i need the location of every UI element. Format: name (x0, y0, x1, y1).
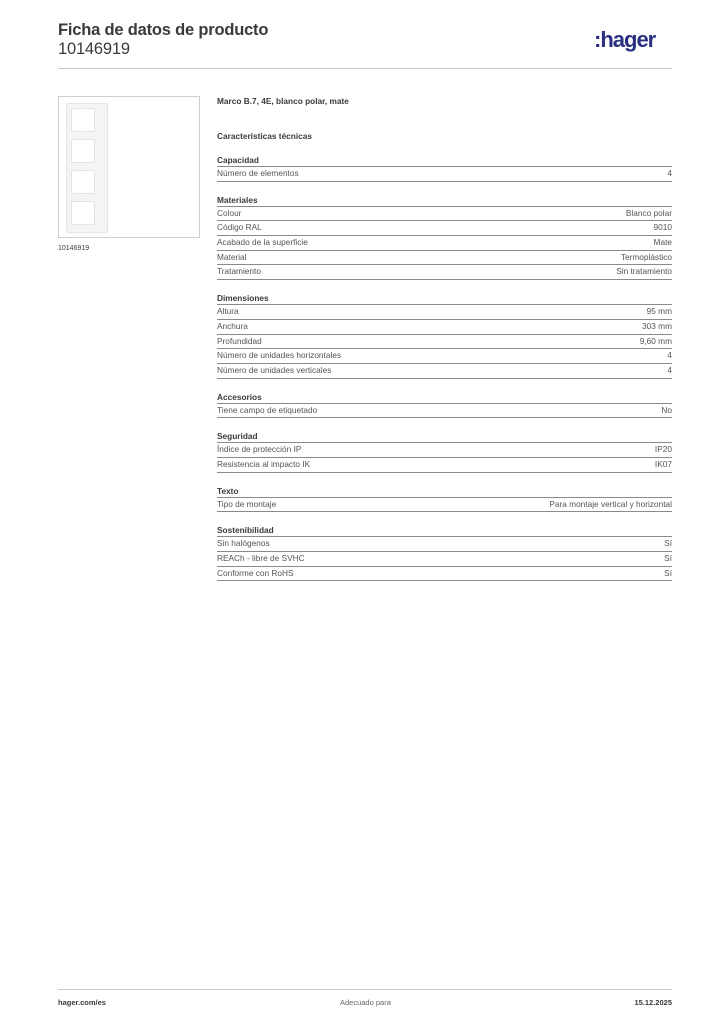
spec-label: Número de unidades horizontales (217, 350, 342, 361)
spec-value: Blanco polar (625, 207, 672, 218)
footer-divider (58, 989, 672, 990)
spec-sections (217, 154, 672, 581)
spec-section (217, 292, 672, 378)
spec-content (217, 95, 672, 581)
spec-value: Sin tratamiento (616, 266, 672, 277)
spec-value: No (661, 404, 672, 415)
spec-value: 4 (667, 168, 672, 178)
spec-value: IK07 (654, 458, 672, 469)
spec-value: 4 (667, 350, 672, 361)
header-divider (58, 68, 672, 69)
spec-value: 95 mm (646, 306, 672, 317)
spec-value: 4 (667, 364, 672, 375)
spec-row (217, 404, 672, 419)
spec-row (217, 251, 672, 266)
spec-row (217, 335, 672, 350)
spec-row (217, 265, 672, 280)
spec-value: Sí (664, 538, 672, 549)
spec-value: 9010 (653, 222, 672, 233)
section-title: Texto (217, 485, 672, 498)
spec-row (217, 236, 672, 251)
spec-label: Resistencia al impacto IK (217, 458, 311, 469)
spec-label: Índice de protección IP (217, 444, 302, 455)
spec-section (217, 391, 672, 419)
product-code: 10146919 (58, 40, 130, 58)
tech-heading: Características técnicas (217, 131, 313, 141)
spec-row (217, 349, 672, 364)
page-title: Ficha de datos de producto (58, 21, 269, 39)
spec-label: REACh - libre de SVHC (217, 553, 305, 563)
spec-section (217, 485, 672, 513)
spec-section (217, 194, 672, 280)
spec-label: Profundidad (217, 335, 262, 346)
section-title: Sostenibilidad (217, 524, 672, 537)
spec-value: Termoplástico (620, 251, 672, 262)
spec-row (217, 320, 672, 335)
spec-label: Tratamiento (217, 266, 261, 277)
spec-label: Conforme con RoHS (217, 567, 294, 578)
spec-label: Número de elementos (217, 168, 299, 178)
section-title: Materiales (217, 194, 672, 207)
spec-value: 9,60 mm (639, 335, 672, 346)
spec-label: Altura (217, 306, 239, 317)
section-title: Seguridad (217, 430, 672, 443)
spec-label: Anchura (217, 320, 248, 331)
section-title: Accesorios (217, 391, 672, 404)
spec-value: Mate (653, 237, 672, 248)
spec-section (217, 430, 672, 472)
footer-date: 15.12.2025 (634, 998, 672, 1007)
spec-value: IP20 (654, 444, 672, 455)
spec-label: Número de unidades verticales (217, 364, 332, 375)
product-image (58, 96, 200, 238)
frame-slot (71, 108, 95, 132)
spec-label: Material (217, 251, 247, 262)
spec-value: Sí (664, 567, 672, 578)
frame-slot (71, 170, 95, 194)
section-title: Capacidad (217, 154, 672, 167)
spec-row (217, 498, 672, 513)
spec-row (217, 567, 672, 582)
spec-row (217, 364, 672, 379)
spec-row (217, 537, 672, 552)
spec-label: Colour (217, 207, 242, 218)
spec-value: Para montaje vertical y horizontal (549, 498, 672, 509)
spec-row (217, 207, 672, 222)
footer-center-text: Adecuado para (340, 998, 391, 1007)
spec-label: Código RAL (217, 222, 262, 233)
section-title: Dimensiones (217, 292, 672, 305)
spec-section (217, 154, 672, 182)
spec-row (217, 443, 672, 458)
spec-row (217, 305, 672, 320)
frame-slot (71, 201, 95, 225)
spec-label: Acabado de la superficie (217, 237, 308, 248)
spec-label: Tipo de montaje (217, 498, 277, 509)
spec-label: Tiene campo de etiquetado (217, 404, 318, 415)
frame-slot (71, 139, 95, 163)
frame-illustration (66, 103, 108, 233)
spec-row (217, 552, 672, 567)
hager-logo[interactable]: :hager (594, 27, 656, 52)
image-caption: 10146919 (58, 245, 90, 252)
spec-section (217, 524, 672, 581)
spec-label: Sin halógenos (217, 538, 270, 549)
spec-row (217, 167, 672, 182)
footer-website-link[interactable]: hager.com/es (58, 998, 106, 1007)
spec-row (217, 458, 672, 473)
spec-value: Sí (664, 553, 672, 563)
spec-row (217, 221, 672, 236)
product-name: Marco B.7, 4E, blanco polar, mate (217, 96, 349, 106)
spec-value: 303 mm (642, 320, 672, 331)
